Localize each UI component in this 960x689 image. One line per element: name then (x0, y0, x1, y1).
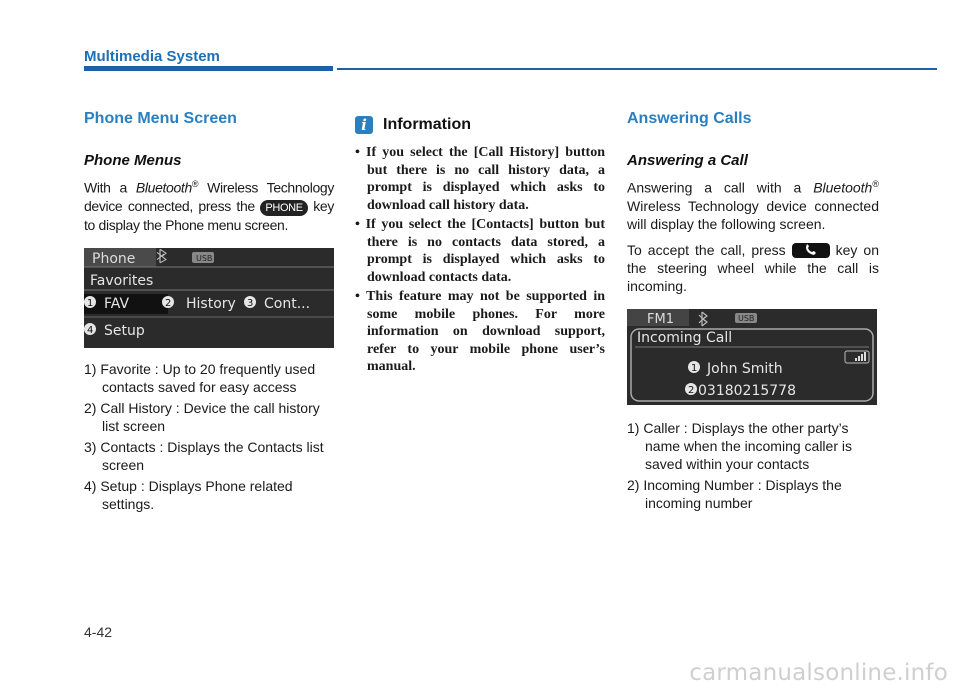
information-icon: i (355, 116, 373, 134)
section-title: Multimedia System (84, 48, 220, 65)
phone-menu-heading: Phone Menu Screen (84, 110, 237, 127)
information-bullet: • This feature may not be supported in some mobile phones. For more information on download support, refer to your mobile phone user’s manual. (355, 289, 605, 374)
column-phone-menu (84, 100, 334, 516)
screen-incoming-title: Incoming Call (637, 329, 733, 346)
phone-menu-list (84, 360, 334, 513)
header-rule-thick (84, 66, 333, 71)
header-rule-thin (337, 68, 937, 70)
column-answering-calls (627, 100, 879, 515)
intro-suffix: key to display the Phone menu screen. (84, 197, 334, 233)
column-information (355, 100, 605, 378)
intro-prefix: With a (84, 179, 136, 196)
phone-menu-screen-art (84, 248, 334, 348)
screen-incoming-number: 03180215778 (698, 382, 796, 399)
page-number: 4-42 (84, 624, 113, 640)
information-bullet: • If you select the [Contacts] button but there is no contacts data stored, a prompt is displayed which asks to download contacts data. (355, 217, 606, 285)
screen-item-history[interactable]: History (186, 295, 236, 312)
screen-item-fav[interactable]: FAV (104, 295, 130, 312)
incoming-call-list (627, 419, 879, 512)
phone-key-icon: PHONE (260, 200, 307, 216)
information-title: Information (383, 116, 471, 133)
phone-menu-intro (84, 175, 334, 234)
screen-usb-label: USB (738, 313, 755, 323)
item-number: 4 (87, 324, 94, 336)
item-number: 1 (87, 297, 94, 309)
bullet-text: This feature may not be supported in some mobile phones. For more information on download support, refer to your mobile phone user’s manual. (366, 289, 605, 374)
list-item: 1) Favorite : Up to 20 frequently used contacts saved for easy access (84, 360, 316, 395)
screen-favorites: Favorites (90, 272, 154, 289)
phone-menu-screen (84, 248, 334, 348)
information-bullet: • If you select the [Call History] button but there is no call history data, a prompt is displayed which asks to download call history data. (355, 145, 605, 213)
p1-prefix: Answering a call with a (627, 179, 814, 196)
screen-caller-name: John Smith (707, 360, 783, 377)
information-header (355, 116, 605, 134)
p2-prefix: To accept the call, press (627, 241, 792, 258)
item-number: 2 (688, 384, 695, 396)
screen-item-contacts[interactable]: Cont... (264, 295, 311, 312)
screen-item-setup[interactable]: Setup (104, 322, 145, 339)
item-number: 1 (691, 362, 698, 374)
item-number: 2 (165, 297, 172, 309)
screen-usb-label: USB (196, 253, 213, 263)
accept-call-paragraph (627, 241, 879, 295)
incoming-call-screen-art (627, 309, 877, 405)
list-item: 1) Caller : Displays the other party’s name when the incoming caller is saved within your contacts (627, 419, 852, 472)
list-item: 2) Incoming Number : Displays the incoming number (627, 476, 842, 511)
list-item: 3) Contacts : Displays the Contacts list screen (84, 438, 324, 473)
bullet-text: If you select the [Call History] button but there is no call history data, a prompt is displayed which asks to download call history data. (366, 145, 605, 213)
call-key-icon (792, 243, 830, 258)
registered-mark: ® (872, 179, 879, 189)
bullet-text: If you select the [Contacts] button but there is no contacts data stored, a prompt is displayed which asks to download contacts data. (365, 217, 606, 285)
intro-middle: Wireless Technology device connected, press the (84, 179, 334, 214)
watermark: carmanualsonline.info (689, 660, 948, 686)
answering-calls-heading: Answering Calls (627, 110, 752, 127)
incoming-call-screen (627, 309, 877, 405)
screen-band: FM1 (647, 311, 674, 327)
list-item: 2) Call History : Device the call history list screen (84, 399, 320, 434)
answering-call-paragraph (627, 175, 879, 233)
answering-call-subheading: Answering a Call (627, 152, 748, 169)
screen-title: Phone (92, 250, 136, 267)
list-item: 4) Setup : Displays Phone related settings. (84, 477, 293, 512)
p1-suffix: Wireless Technology device connected will display the following screen. (627, 197, 879, 232)
phone-menus-subheading: Phone Menus (84, 152, 182, 169)
registered-mark: ® (191, 179, 199, 189)
information-list (355, 144, 605, 376)
bluetooth-word: Bluetooth (135, 179, 192, 196)
p2-suffix: key on the steering wheel while the call is incoming. (627, 241, 880, 294)
bluetooth-word: Bluetooth (813, 179, 873, 196)
item-number: 3 (247, 297, 254, 309)
